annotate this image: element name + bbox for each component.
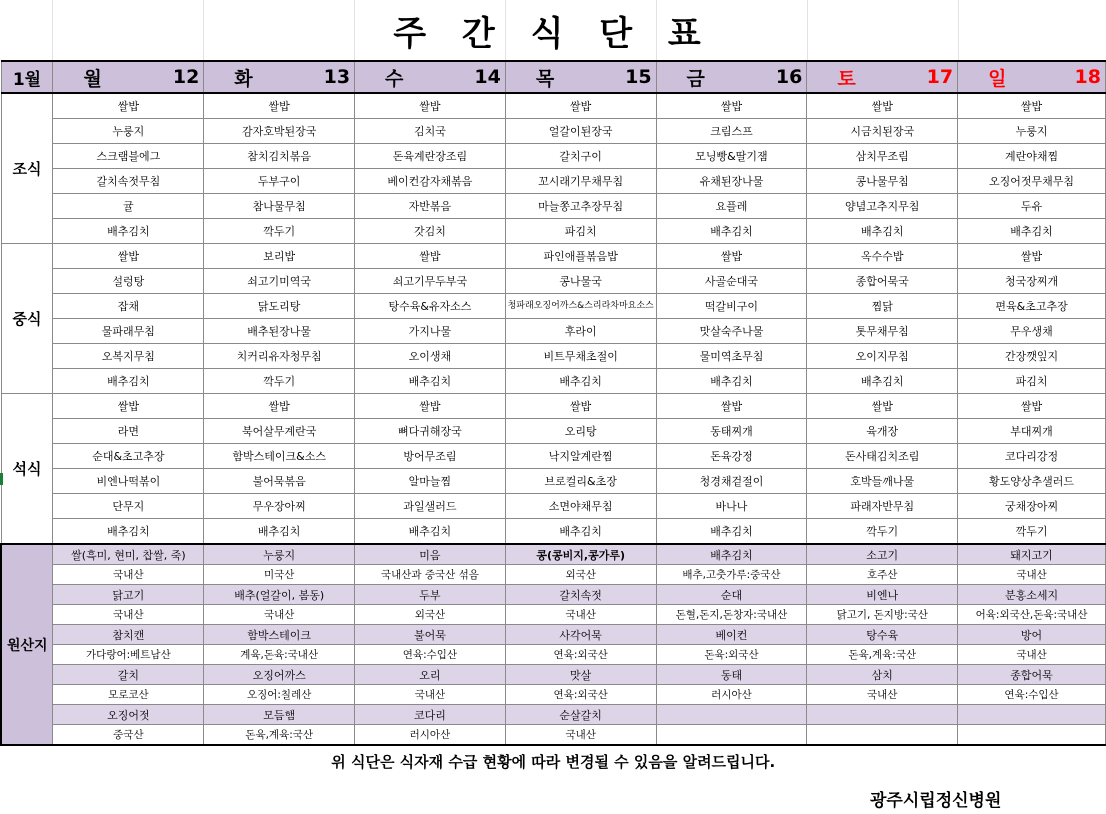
origin-country: 연육:수입산 [355,645,506,665]
origin-country: 국내산 [958,565,1106,585]
origin-ingredient: 코다리 [355,705,506,725]
menu-item: 황도양상추샐러드 [958,469,1106,494]
origin-row [1,605,1106,625]
menu-item: 잡채 [53,294,204,319]
origin-country [958,725,1106,746]
notice-row [1,745,1106,776]
menu-item: 쌀밥 [958,93,1106,119]
day-header [656,61,807,93]
menu-item: 떡갈비구이 [656,294,807,319]
origin-label: 원산지 [1,544,53,745]
day-header-content [204,64,354,91]
menu-item: 무우생채 [958,319,1106,344]
menu-item: 배추된장나물 [204,319,355,344]
menu-item: 크림스프 [656,119,807,144]
day-header [355,61,506,93]
origin-ingredient: 종합어묵 [958,665,1106,685]
meal-row [1,169,1106,194]
origin-ingredient [807,705,958,725]
origin-country: 어육:외국산,돈육:국내산 [958,605,1106,625]
meal-row [1,369,1106,394]
menu-item: 감자호박된장국 [204,119,355,144]
origin-row [1,544,1106,565]
menu-item: 간장깻잎지 [958,344,1106,369]
menu-item: 편육&초고추장 [958,294,1106,319]
menu-item: 돈육강정 [656,444,807,469]
menu-item: 파김치 [958,369,1106,394]
origin-country: 호주산 [807,565,958,585]
menu-item: 설렁탕 [53,269,204,294]
menu-item: 물파래무침 [53,319,204,344]
menu-item: 불어묵볶음 [204,469,355,494]
origin-country: 계육,돈육:국내산 [204,645,355,665]
origin-ingredient: 오징어젓 [53,705,204,725]
title-row [0,0,1106,60]
menu-item: 콩나물무침 [807,169,958,194]
meal-row [1,144,1106,169]
origin-ingredient: 두부 [355,585,506,605]
menu-item: 배추김치 [807,219,958,244]
origin-ingredient: 쌀(흑미, 현미, 찹쌀, 죽) [53,544,204,565]
menu-item: 계란야채찜 [958,144,1106,169]
menu-item: 사골순대국 [656,269,807,294]
menu-item: 누룽지 [53,119,204,144]
origin-ingredient: 오리 [355,665,506,685]
menu-item: 쌀밥 [656,93,807,119]
menu-item: 동태찌개 [656,419,807,444]
day-date: 16 [775,66,803,88]
meal-row [1,444,1106,469]
day-header [958,61,1106,93]
menu-item: 자반볶음 [355,194,506,219]
menu-item: 청국장찌개 [958,269,1106,294]
menu-item: 파래자반무침 [807,494,958,519]
day-header-content [657,64,807,91]
menu-item: 깍두기 [204,219,355,244]
menu-item: 갈치속젓무침 [53,169,204,194]
origin-country: 연육:수입산 [958,685,1106,705]
origin-ingredient: 닭고기 [53,585,204,605]
menu-item: 옥수수밥 [807,244,958,269]
origin-country: 미국산 [204,565,355,585]
meal-row [1,219,1106,244]
menu-item: 배추김치 [505,519,656,545]
day-name: 월 [83,67,102,90]
menu-item: 두부구이 [204,169,355,194]
menu-item: 소면야채무침 [505,494,656,519]
menu-item: 바나나 [656,494,807,519]
menu-item: 누룽지 [958,119,1106,144]
menu-item: 갓김치 [355,219,506,244]
origin-ingredient: 베이컨 [656,625,807,645]
origin-country: 외국산 [505,565,656,585]
menu-item: 쌀밥 [53,93,204,119]
header-row [1,61,1106,93]
menu-item: 시금치된장국 [807,119,958,144]
origin-ingredient: 방어 [958,625,1106,645]
day-header-content [53,64,203,91]
menu-item: 쌀밥 [807,394,958,419]
origin-ingredient: 사각어묵 [505,625,656,645]
menu-item: 돈육계란장조림 [355,144,506,169]
origin-ingredient: 맛살 [505,665,656,685]
origin-ingredient: 오징어까스 [204,665,355,685]
day-header [505,61,656,93]
menu-item: 베이컨감자채볶음 [355,169,506,194]
origin-country: 국내산 [505,725,656,746]
day-header-content [506,64,656,91]
origin-country: 국내산 [204,605,355,625]
origin-ingredient: 돼지고기 [958,544,1106,565]
menu-item: 쌀밥 [958,244,1106,269]
meal-row [1,394,1106,419]
menu-item: 삼치무조림 [807,144,958,169]
menu-item: 톳무채무침 [807,319,958,344]
menu-item: 쌀밥 [505,394,656,419]
origin-country: 국내산과 중국산 섞음 [355,565,506,585]
menu-item: 쌀밥 [53,394,204,419]
menu-item: 호박들깨나물 [807,469,958,494]
origin-ingredient: 배추(얼갈이, 봄동) [204,585,355,605]
menu-item: 쇠고기미역국 [204,269,355,294]
meal-row [1,244,1106,269]
menu-item: 유채된장나물 [656,169,807,194]
origin-country: 가다랑어:베트남산 [53,645,204,665]
menu-item: 방어무조림 [355,444,506,469]
menu-item: 스크램블에그 [53,144,204,169]
origin-ingredient: 갈치속젓 [505,585,656,605]
menu-item: 쌀밥 [204,93,355,119]
origin-row [1,725,1106,746]
menu-item: 비엔나떡볶이 [53,469,204,494]
menu-item: 깍두기 [204,369,355,394]
menu-item: 배추김치 [505,369,656,394]
origin-country: 오징어:칠레산 [204,685,355,705]
origin-country: 러시아산 [656,685,807,705]
origin-country: 중국산 [53,725,204,746]
menu-item: 배추김치 [656,519,807,545]
meal-label: 조식 [1,93,53,244]
origin-row [1,625,1106,645]
origin-ingredient: 순살갈치 [505,705,656,725]
menu-item: 깍두기 [958,519,1106,545]
menu-item: 뼈다귀해장국 [355,419,506,444]
menu-item: 비트무채초절이 [505,344,656,369]
day-header-content [355,64,505,91]
day-date: 14 [474,66,501,88]
origin-country: 돈육,계육:국산 [204,725,355,746]
menu-item: 양념고추지무침 [807,194,958,219]
menu-item: 보리밥 [204,244,355,269]
menu-item: 쌀밥 [355,394,506,419]
menu-item: 쌀밥 [355,244,506,269]
meal-row [1,269,1106,294]
origin-country: 국내산 [53,605,204,625]
menu-item: 깍두기 [807,519,958,545]
menu-item: 브로컬리&초장 [505,469,656,494]
origin-ingredient: 탕수육 [807,625,958,645]
menu-item: 모닝빵&딸기잼 [656,144,807,169]
menu-item: 낙지알계란찜 [505,444,656,469]
day-name: 토 [837,67,856,90]
menu-item: 부대찌개 [958,419,1106,444]
meal-row [1,344,1106,369]
menu-item: 라면 [53,419,204,444]
day-header [807,61,958,93]
hospital-name: 광주시립정신병원 [870,791,1002,811]
origin-country: 모로코산 [53,685,204,705]
meal-row [1,319,1106,344]
menu-item: 오징어젓무채무침 [958,169,1106,194]
menu-item: 과일샐러드 [355,494,506,519]
menu-item: 청경채겉절이 [656,469,807,494]
cell-marker [0,473,3,485]
origin-ingredient [958,705,1106,725]
origin-ingredient [656,705,807,725]
menu-item: 파인애플볶음밥 [505,244,656,269]
meal-row [1,519,1106,545]
origin-ingredient: 참치캔 [53,625,204,645]
notice-text: 위 식단은 식자재 수급 현황에 따라 변경될 수 있음을 알려드립니다. [331,752,776,771]
menu-item: 배추김치 [53,519,204,545]
menu-item: 오리탕 [505,419,656,444]
origin-country: 돈혈,돈지,돈창자:국내산 [656,605,807,625]
origin-country: 국내산 [807,685,958,705]
origin-country: 연육:외국산 [505,645,656,665]
menu-item: 배추김치 [204,519,355,545]
menu-item: 돈사태김치조림 [807,444,958,469]
origin-ingredient: 누룽지 [204,544,355,565]
origin-ingredient: 순대 [656,585,807,605]
menu-item: 배추김치 [53,219,204,244]
menu-item: 배추김치 [53,369,204,394]
origin-ingredient: 불어묵 [355,625,506,645]
menu-item: 쌀밥 [505,93,656,119]
menu-item: 배추김치 [656,219,807,244]
day-header [204,61,355,93]
day-date: 18 [1074,66,1101,88]
origin-row [1,645,1106,665]
origin-ingredient: 모듬햄 [204,705,355,725]
menu-item: 콩나물국 [505,269,656,294]
menu-item: 찜닭 [807,294,958,319]
menu-item: 무우장아찌 [204,494,355,519]
origin-ingredient: 배추김치 [656,544,807,565]
menu-item: 가지나물 [355,319,506,344]
menu-item: 쌀밥 [807,93,958,119]
menu-item: 배추김치 [958,219,1106,244]
meal-row [1,294,1106,319]
menu-item: 꼬시래기무채무침 [505,169,656,194]
origin-country [807,725,958,746]
origin-country: 닭고기, 돈지방:국산 [807,605,958,625]
day-name: 화 [234,67,253,90]
day-name: 금 [686,67,705,90]
menu-item: 두유 [958,194,1106,219]
menu-item: 배추김치 [807,369,958,394]
menu-item: 쇠고기무두부국 [355,269,506,294]
day-date: 13 [323,66,351,88]
menu-item: 참치김치볶음 [204,144,355,169]
menu-item: 갈치구이 [505,144,656,169]
menu-item: 종합어묵국 [807,269,958,294]
meal-row [1,119,1106,144]
meal-label: 중식 [1,244,53,394]
origin-ingredient: 미음 [355,544,506,565]
origin-row [1,685,1106,705]
origin-ingredient: 갈치 [53,665,204,685]
origin-ingredient: 콩(콩비지,콩가루) [505,544,656,565]
origin-row [1,705,1106,725]
menu-table [0,60,1106,776]
origin-country [656,725,807,746]
menu-item: 쌀밥 [656,244,807,269]
menu-item: 탕수육&유자소스 [355,294,506,319]
menu-item: 치커리유자청무침 [204,344,355,369]
menu-item: 마늘쫑고추장무침 [505,194,656,219]
origin-ingredient: 삼치 [807,665,958,685]
meal-label: 석식 [1,394,53,545]
menu-item: 쌀밥 [53,244,204,269]
meal-row [1,494,1106,519]
menu-item: 쌀밥 [355,93,506,119]
menu-item: 청파래오징어까스&스리라차마요소스 [505,294,656,319]
menu-item: 배추김치 [355,519,506,545]
menu-item: 파김치 [505,219,656,244]
origin-country: 돈육:외국산 [656,645,807,665]
menu-item: 코다리강정 [958,444,1106,469]
menu-item: 단무지 [53,494,204,519]
meal-row [1,469,1106,494]
menu-item: 김치국 [355,119,506,144]
menu-item: 육개장 [807,419,958,444]
menu-item: 요플레 [656,194,807,219]
origin-ingredient: 동태 [656,665,807,685]
day-header [53,61,204,93]
menu-item: 닭도리탕 [204,294,355,319]
month-cell: 1월 [1,61,53,93]
origin-country: 배추,고춧가루:중국산 [656,565,807,585]
origin-country: 외국산 [355,605,506,625]
menu-item: 북어살무계란국 [204,419,355,444]
origin-country: 연육:외국산 [505,685,656,705]
menu-item: 쌀밥 [204,394,355,419]
menu-item: 오이생채 [355,344,506,369]
menu-item: 배추김치 [355,369,506,394]
day-name: 일 [988,67,1007,90]
menu-item: 후라이 [505,319,656,344]
menu-item: 알마늘찜 [355,469,506,494]
menu-item: 쌀밥 [656,394,807,419]
day-header-content [807,64,957,91]
origin-ingredient: 비엔나 [807,585,958,605]
menu-item: 오이지무침 [807,344,958,369]
day-name: 수 [385,67,404,90]
day-name: 목 [535,67,555,90]
origin-ingredient: 소고기 [807,544,958,565]
origin-country: 돈육,계육:국산 [807,645,958,665]
menu-item: 맛살숙주나물 [656,319,807,344]
menu-item: 귤 [53,194,204,219]
menu-item: 얼갈이된장국 [505,119,656,144]
meal-row [1,194,1106,219]
menu-item: 궁채장아찌 [958,494,1106,519]
day-date: 15 [625,66,652,88]
day-header-content [958,64,1105,91]
day-date: 12 [172,66,200,88]
menu-item: 오복지무침 [53,344,204,369]
origin-ingredient: 분홍소세지 [958,585,1106,605]
menu-item: 배추김치 [656,369,807,394]
origin-row [1,665,1106,685]
meal-row [1,93,1106,119]
origin-row [1,565,1106,585]
day-date: 17 [926,66,954,88]
origin-ingredient: 함박스테이크 [204,625,355,645]
menu-item: 순대&초고추장 [53,444,204,469]
page-title: 주 간 식 단 표 [393,13,713,54]
origin-country: 국내산 [355,685,506,705]
menu-item: 물미역초무침 [656,344,807,369]
origin-country: 국내산 [958,645,1106,665]
menu-item: 함박스테이크&소스 [204,444,355,469]
origin-country: 러시아산 [355,725,506,746]
origin-row [1,585,1106,605]
origin-country: 국내산 [505,605,656,625]
meal-row [1,419,1106,444]
origin-country: 국내산 [53,565,204,585]
menu-item: 쌀밥 [958,394,1106,419]
menu-item: 참나물무침 [204,194,355,219]
